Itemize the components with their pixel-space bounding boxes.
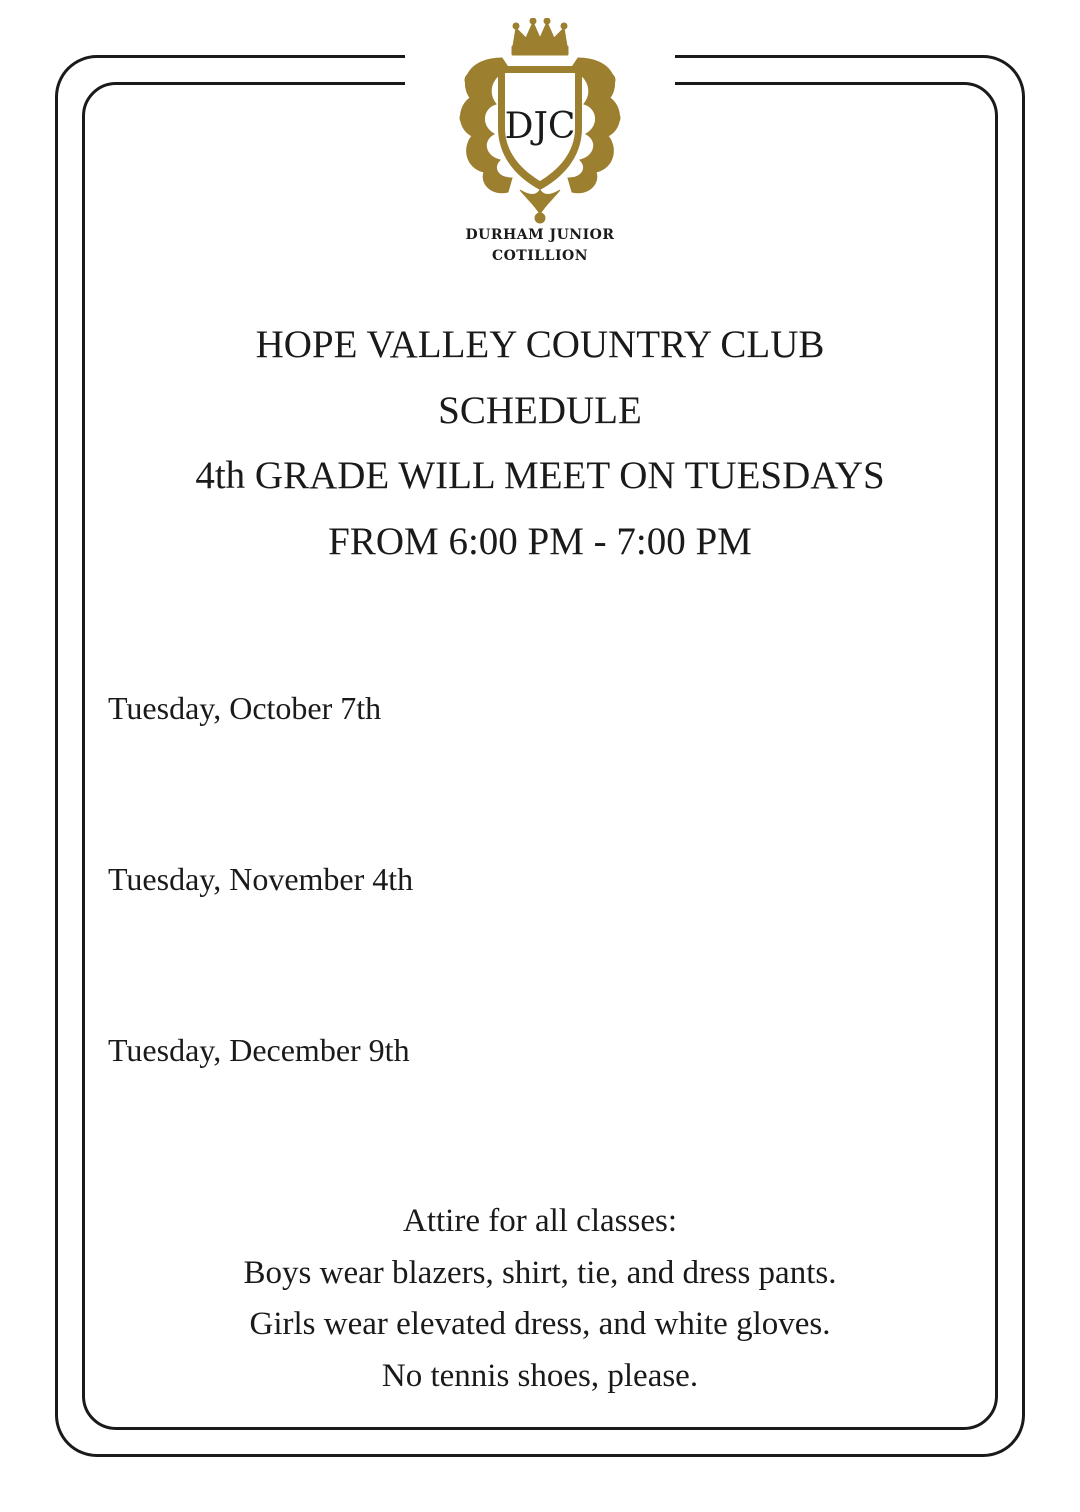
logo-caption-line2: COTILLION [491, 248, 589, 264]
logo-caption [440, 225, 640, 267]
logo-caption-line1: DURHAM JUNIOR [465, 227, 615, 243]
schedule-title: SCHEDULE [438, 388, 642, 432]
attire-title: Attire for all classes: [403, 1203, 677, 1239]
attire-girls: Girls wear elevated dress, and white gloves. [249, 1306, 831, 1342]
date-item-november: Tuesday, November 4th [108, 861, 414, 897]
attire-boys: Boys wear blazers, shirt, tie, and dress pants. [243, 1254, 837, 1291]
venue-title: HOPE VALLEY COUNTRY CLUB [255, 323, 825, 366]
svg-text:DJC: DJC [504, 106, 576, 147]
time-info: FROM 6:00 PM - 7:00 PM [328, 519, 752, 563]
date-item-december: Tuesday, December 9th [108, 1032, 410, 1068]
date-list [108, 686, 808, 1199]
attire-section [90, 1196, 990, 1402]
date-item-october: Tuesday, October 7th [108, 690, 382, 726]
attire-shoes: No tennis shoes, please. [381, 1357, 699, 1394]
schedule-heading [90, 312, 990, 574]
grade-info: 4th GRADE WILL MEET ON TUESDAYS [195, 454, 885, 497]
